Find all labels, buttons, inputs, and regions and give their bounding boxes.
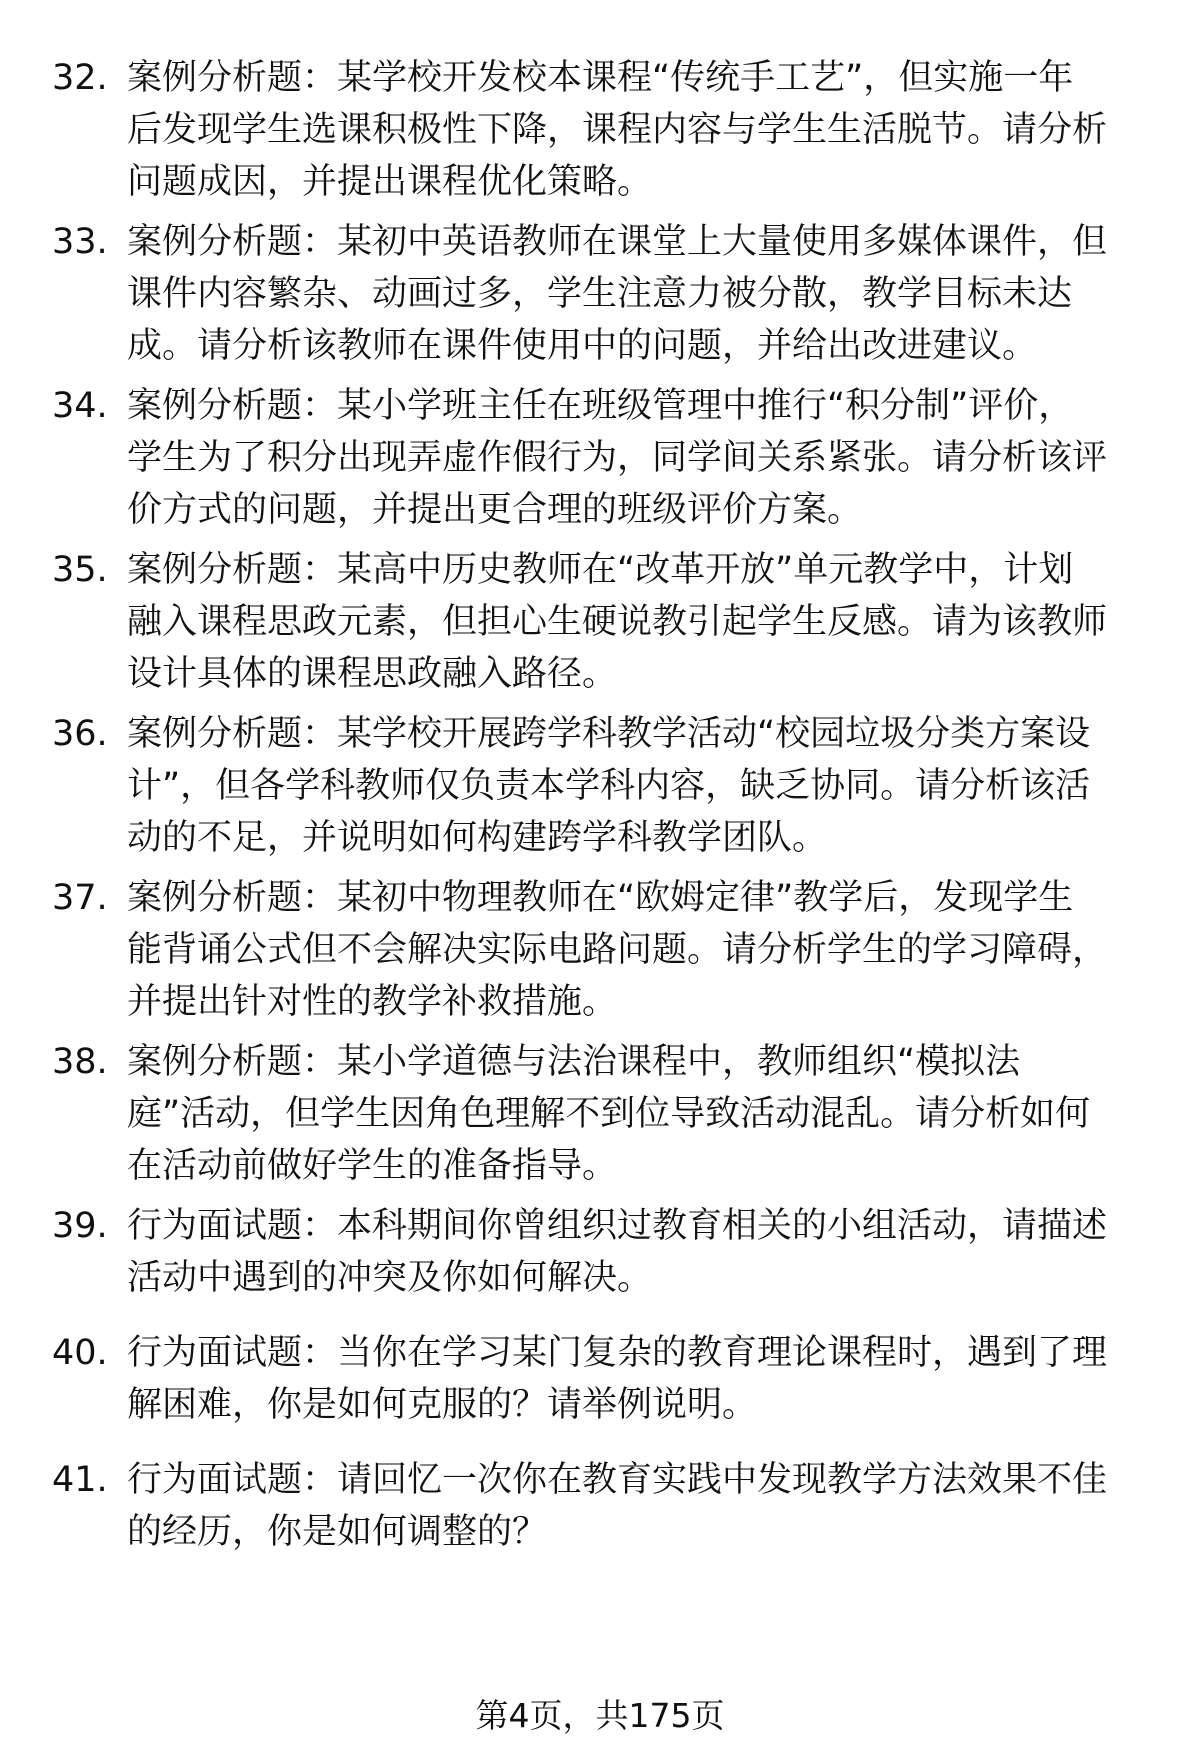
question-text-line: 能背诵公式但不会解决实际电路问题。请分析学生的学习障碍， [127,930,1108,970]
question-text-line: 解困难，你是如何克服的？请举例说明。 [127,1385,758,1425]
question-number: 37. [52,878,108,918]
question-text-line: 课件内容繁杂、动画过多，学生注意力被分散，教学目标未达 [127,274,1073,314]
question-text-line: 融入课程思政元素，但担心生硬说教引起学生反感。请为该教师 [127,602,1108,642]
question-text-line: 案例分析题：某学校开发校本课程“传统手工艺”，但实施一年 [127,58,1074,98]
question-number: 38. [52,1042,108,1082]
question-text-line: 行为面试题：本科期间你曾组织过教育相关的小组活动，请描述 [127,1206,1108,1246]
question-text-line: 设计具体的课程思政融入路径。 [127,654,618,694]
question-number: 39. [52,1206,108,1246]
question-text-line: 案例分析题：某初中英语教师在课堂上大量使用多媒体课件，但 [127,222,1108,262]
question-number: 41. [52,1460,108,1500]
question-text-line: 学生为了积分出现弄虚作假行为，同学间关系紧张。请分析该评 [127,438,1108,478]
question-text-line: 案例分析题：某初中物理教师在“欧姆定律”教学后，发现学生 [127,878,1074,918]
question-text-line: 案例分析题：某小学道德与法治课程中，教师组织“模拟法 [127,1042,1021,1082]
question-number: 35. [52,550,108,590]
question-text-line: 行为面试题：请回忆一次你在教育实践中发现教学方法效果不佳 [127,1460,1108,1500]
question-text-line: 问题成因，并提出课程优化策略。 [127,162,653,202]
question-text-line: 的经历，你是如何调整的？ [127,1512,548,1552]
question-text-line: 案例分析题：某小学班主任在班级管理中推行“积分制”评价， [127,386,1074,426]
question-number: 36. [52,714,108,754]
question-text-line: 动的不足，并说明如何构建跨学科教学团队。 [127,818,828,858]
question-text-line: 案例分析题：某学校开展跨学科教学活动“校园垃圾分类方案设 [127,714,1091,754]
page-footer: 第4页，共175页 [475,1696,725,1735]
question-text-line: 活动中遇到的冲突及你如何解决。 [127,1258,653,1298]
question-number: 33. [52,222,108,262]
question-text-line: 计”，但各学科教师仅负责本学科内容，缺乏协同。请分析该活 [127,766,1091,806]
question-text-line: 在活动前做好学生的准备指导。 [127,1146,618,1186]
question-text-line: 行为面试题：当你在学习某门复杂的教育理论课程时，遇到了理 [127,1333,1108,1373]
question-text-line: 并提出针对性的教学补救措施。 [127,982,618,1022]
question-number: 40. [52,1333,108,1373]
question-text-line: 价方式的问题，并提出更合理的班级评价方案。 [127,490,863,530]
question-number: 32. [52,58,108,98]
question-text-line: 庭”活动，但学生因角色理解不到位导致活动混乱。请分析如何 [127,1094,1091,1134]
question-text-line: 后发现学生选课积极性下降，课程内容与学生生活脱节。请分析 [127,110,1108,150]
question-text-line: 案例分析题：某高中历史教师在“改革开放”单元教学中，计划 [127,550,1074,590]
question-text-line: 成。请分析该教师在课件使用中的问题，并给出改进建议。 [127,326,1038,366]
question-number: 34. [52,386,108,426]
